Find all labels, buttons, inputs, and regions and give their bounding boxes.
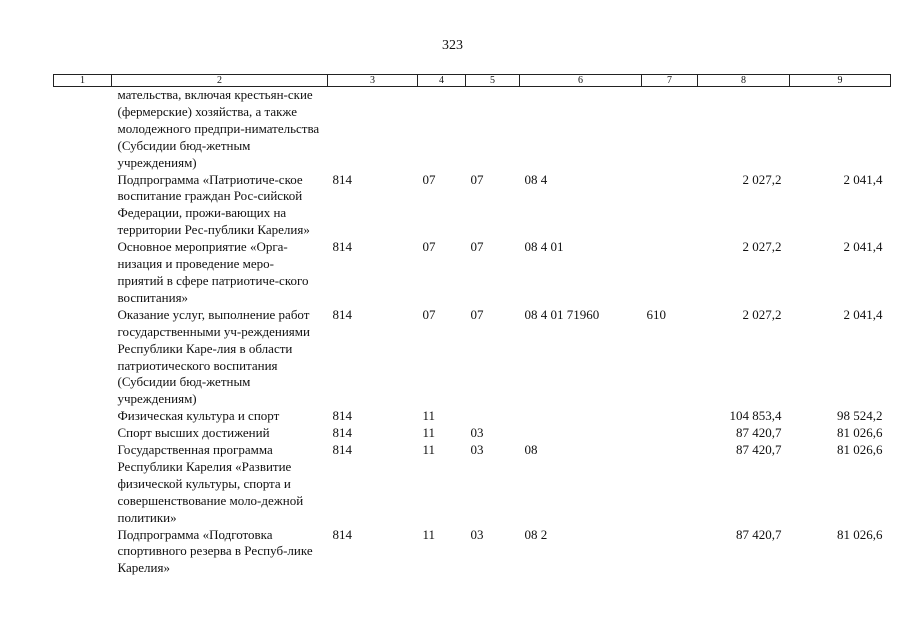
cell-section: 07 bbox=[422, 239, 436, 255]
cell-type bbox=[642, 527, 698, 578]
column-header-6: 6 bbox=[520, 75, 642, 87]
cell-section: 11 bbox=[422, 425, 436, 441]
cell-subsection: 07 bbox=[470, 239, 484, 255]
cell-sum-2: 81 026,6 bbox=[837, 425, 883, 441]
cell-subsection bbox=[466, 408, 520, 425]
cell-name: Оказание услуг, выполнение работ государственными уч-реждениями Республики Каре-лия в области патриотического воспитания (Субсидии бюд-жетным учреждениям) bbox=[117, 306, 310, 407]
cell-sum-1: 87 420,7 bbox=[736, 425, 782, 441]
cell-ministry: 814 bbox=[332, 171, 352, 187]
cell-target: 08 4 01 71960 bbox=[524, 306, 600, 322]
cell-subsection: 03 bbox=[470, 425, 484, 441]
cell-type bbox=[642, 408, 698, 425]
cell-sum-1: 87 420,7 bbox=[736, 526, 782, 542]
cell-section: 11 bbox=[422, 442, 436, 458]
table-row bbox=[54, 527, 891, 578]
cell-sum-2: 2 041,4 bbox=[843, 239, 883, 255]
column-header-1: 1 bbox=[54, 75, 112, 87]
cell-target: 08 4 bbox=[524, 171, 548, 187]
column-header-7: 7 bbox=[642, 75, 698, 87]
cell-type bbox=[642, 239, 698, 307]
cell-sum-2: 2 041,4 bbox=[843, 306, 883, 322]
cell-target: 08 2 bbox=[524, 526, 548, 542]
cell-subsection: 07 bbox=[470, 171, 484, 187]
cell-target: 08 bbox=[524, 442, 538, 458]
cell-sum-1: 2 027,2 bbox=[742, 306, 782, 322]
column-header-8: 8 bbox=[698, 75, 790, 87]
cell-name: Основное мероприятие «Орга-низация и проведение меро-приятий в сфере патриотиче-ского воспитания» bbox=[117, 239, 309, 305]
cell-name: Государственная программа Республики Карелия «Развитие физической культуры, спорта и совершенствование моло-дежной политики» bbox=[117, 442, 304, 525]
cell-target bbox=[520, 87, 642, 172]
cell-ministry: 814 bbox=[332, 526, 352, 542]
cell-sum-1: 2 027,2 bbox=[742, 239, 782, 255]
cell-section: 07 bbox=[422, 306, 436, 322]
table-row bbox=[54, 442, 891, 527]
cell-section: 11 bbox=[422, 526, 436, 542]
cell-type bbox=[642, 442, 698, 527]
cell-sum-1: 104 853,4 bbox=[729, 408, 782, 424]
cell-sum-1: 87 420,7 bbox=[736, 442, 782, 458]
table-row bbox=[54, 172, 891, 240]
cell-section: 07 bbox=[422, 171, 436, 187]
column-number-row bbox=[54, 75, 891, 87]
cell-target bbox=[520, 408, 642, 425]
cell-sum-2 bbox=[790, 87, 891, 172]
cell-name: мательства, включая крестьян-ские (фермерские) хозяйства, а также молодежного предпри-нимательства (Субсидии бюд-жетным учреждениям) bbox=[117, 87, 320, 170]
cell-name: Физическая культура и спорт bbox=[117, 408, 280, 424]
budget-table bbox=[53, 74, 891, 577]
column-header-2: 2 bbox=[112, 75, 328, 87]
cell-subsection: 03 bbox=[470, 442, 484, 458]
cell-empty bbox=[54, 87, 112, 172]
table-row bbox=[54, 307, 891, 408]
table-row bbox=[54, 87, 891, 172]
cell-sum-2: 2 041,4 bbox=[843, 171, 883, 187]
cell-subsection: 03 bbox=[470, 526, 484, 542]
page-number: 323 bbox=[442, 38, 463, 53]
cell-type bbox=[642, 425, 698, 442]
cell-name: Спорт высших достижений bbox=[117, 425, 270, 441]
column-header-5: 5 bbox=[466, 75, 520, 87]
cell-ministry: 814 bbox=[332, 239, 352, 255]
table-row bbox=[54, 408, 891, 425]
cell-type: 610 bbox=[646, 306, 666, 322]
column-header-4: 4 bbox=[418, 75, 466, 87]
cell-sum-1 bbox=[698, 87, 790, 172]
cell-ministry: 814 bbox=[332, 442, 352, 458]
table-row bbox=[54, 239, 891, 307]
table-row bbox=[54, 425, 891, 442]
cell-empty bbox=[54, 442, 112, 527]
cell-target: 08 4 01 bbox=[524, 239, 564, 255]
cell-name: Подпрограмма «Подготовка спортивного резерва в Респуб-лике Карелия» bbox=[117, 526, 313, 576]
cell-target bbox=[520, 425, 642, 442]
cell-empty bbox=[54, 239, 112, 307]
cell-ministry: 814 bbox=[332, 408, 352, 424]
cell-section bbox=[418, 87, 466, 172]
cell-type bbox=[642, 87, 698, 172]
cell-section: 11 bbox=[422, 408, 436, 424]
cell-empty bbox=[54, 425, 112, 442]
cell-empty bbox=[54, 307, 112, 408]
cell-sum-2: 81 026,6 bbox=[837, 526, 883, 542]
cell-sum-2: 98 524,2 bbox=[837, 408, 883, 424]
cell-sum-2: 81 026,6 bbox=[837, 442, 883, 458]
cell-ministry bbox=[328, 87, 418, 172]
cell-subsection bbox=[466, 87, 520, 172]
cell-name: Подпрограмма «Патриотиче-ское воспитание граждан Рос-сийской Федерации, прожи-вающих на территории Рес-публики Карелия» bbox=[117, 171, 310, 238]
cell-ministry: 814 bbox=[332, 425, 352, 441]
cell-ministry: 814 bbox=[332, 306, 352, 322]
cell-subsection: 07 bbox=[470, 306, 484, 322]
cell-sum-1: 2 027,2 bbox=[742, 171, 782, 187]
column-header-3: 3 bbox=[328, 75, 418, 87]
cell-type bbox=[642, 172, 698, 240]
cell-empty bbox=[54, 527, 112, 578]
cell-empty bbox=[54, 172, 112, 240]
cell-empty bbox=[54, 408, 112, 425]
column-header-9: 9 bbox=[790, 75, 891, 87]
